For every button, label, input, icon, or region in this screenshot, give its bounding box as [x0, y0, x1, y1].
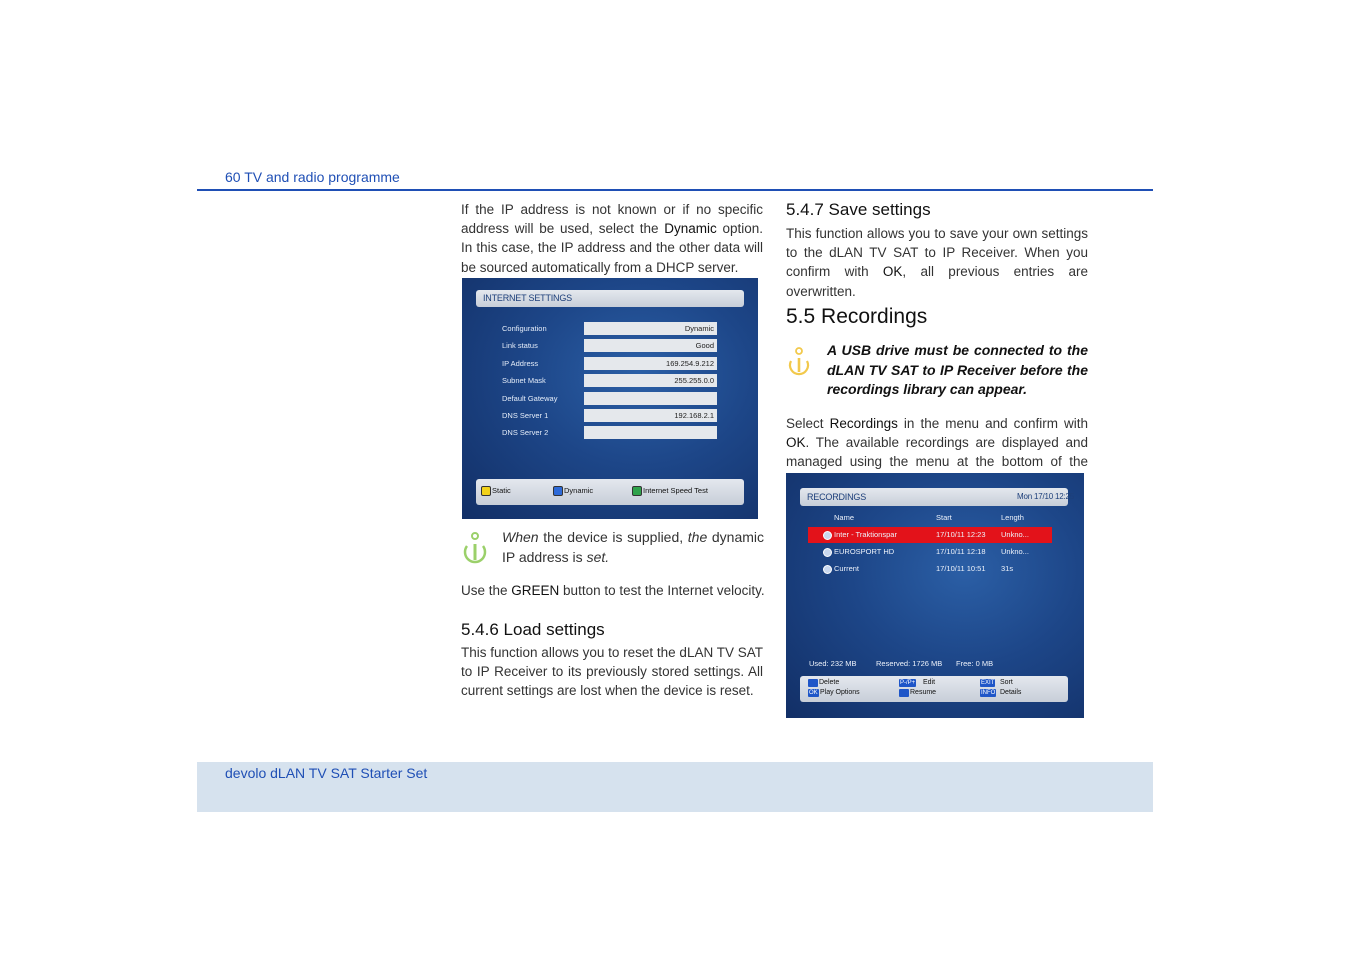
setting-label: Default Gateway: [502, 393, 558, 403]
intro-paragraph: If the IP address is not known or if no specific address will be used, select the Dynamic option. In this case, the IP address and the other data will be sourced automatically from a DHCP server.: [461, 202, 763, 275]
setting-value-field: Good: [584, 339, 717, 352]
recording-start: 17/10/11 12:23: [936, 530, 986, 539]
info-note-icon: [461, 530, 489, 570]
rec-title: RECORDINGS: [807, 492, 867, 502]
keyword-dynamic: Dynamic: [664, 221, 717, 237]
remote-key-icon: [808, 679, 818, 687]
recording-icon: [823, 565, 832, 574]
rec-datetime: Mon 17/10 12:25: [1017, 492, 1075, 501]
usb-warning: A USB drive must be connected to the dLAN TV SAT to IP Receiver before the recordings library can appear.: [827, 342, 1088, 397]
setting-label: Subnet Mask: [502, 376, 546, 386]
setting-value-field: 169.254.9.212: [584, 357, 717, 370]
color-button-label: Dynamic: [564, 486, 594, 495]
usage-used: Used: 232 MB: [809, 659, 857, 668]
col-header-name: Name: [834, 513, 855, 522]
remote-key-icon: P-/P+: [900, 680, 916, 686]
save-settings-body: This function allows you to save your own settings to the dLAN TV SAT to IP Receiver. When you confirm with OK, all previous entries are overwritten.: [786, 226, 1088, 299]
recording-start: 17/10/11 12:18: [936, 547, 986, 556]
load-settings-body: This function allows you to reset the dLAN TV SAT to IP Receiver to its previously stored settings. All current settings are lost when the device is reset.: [461, 645, 763, 699]
color-button-label: Internet Speed Test: [643, 486, 708, 495]
setting-label: IP Address: [502, 358, 539, 368]
color-button-icon: [553, 486, 563, 496]
usage-reserved: Reserved: 1726 MB: [876, 659, 943, 668]
setting-value-field: Dynamic: [584, 322, 717, 335]
col-header-start: Start: [936, 513, 952, 522]
supplied-note: When the device is supplied, the dynamic IP address is set.: [502, 529, 765, 565]
remote-key-label: Edit: [923, 679, 936, 686]
setting-value-field: 255.255.0.0: [584, 374, 717, 387]
screen-title: INTERNET SETTINGS: [483, 293, 572, 303]
load-settings-heading: 5.4.6 Load settings: [461, 620, 605, 639]
setting-label: Configuration: [502, 324, 547, 333]
recording-name: Current: [834, 564, 860, 573]
recording-start: 17/10/11 10:51: [936, 564, 986, 573]
setting-label: DNS Server 2: [502, 428, 549, 438]
color-button-icon: [632, 486, 642, 496]
green-button-text: Use the GREEN button to test the Internet velocity.: [461, 583, 765, 598]
select-recordings-text: Select Recordings in the menu and confirm with OK. The available recordings are displayed and managed using the menu at the bottom of the: [786, 416, 1088, 470]
recording-name: EUROSPORT HD: [834, 547, 895, 556]
header-rule: [197, 189, 1153, 191]
recording-length: Unkno...: [1001, 530, 1029, 539]
recording-length: 31s: [1001, 564, 1014, 573]
warning-note-icon: [786, 346, 812, 382]
internet-settings-screenshot: [462, 278, 758, 519]
remote-key-icon: INFO: [981, 690, 996, 696]
remote-key-label: Sort: [1000, 679, 1013, 686]
remote-key-label: Resume: [910, 689, 937, 696]
page-header: 60 TV and radio programme: [225, 169, 400, 185]
remote-key-label: Play Options: [820, 689, 860, 696]
setting-value-field: [584, 426, 717, 439]
recordings-screenshot: [786, 473, 1084, 718]
setting-label: Link status: [502, 341, 538, 351]
remote-key-label: Details: [1000, 689, 1022, 696]
setting-label: DNS Server 1: [502, 411, 549, 420]
usage-free: Free: 0 MB: [956, 659, 994, 668]
save-settings-heading: 5.4.7 Save settings: [786, 200, 931, 219]
remote-key-icon: EXIT: [981, 680, 995, 686]
recording-icon: [823, 548, 832, 557]
color-button-label: Static: [492, 486, 511, 495]
color-button-icon: [481, 486, 491, 496]
recordings-heading: 5.5 Recordings: [786, 305, 928, 328]
footer-title: devolo dLAN TV SAT Starter Set: [225, 765, 428, 781]
recording-name: Inter - Traktionspar: [834, 530, 897, 539]
setting-value-field: [584, 392, 717, 405]
recording-icon: [823, 531, 832, 540]
col-header-length: Length: [1001, 513, 1024, 522]
remote-key-icon: OK: [809, 690, 818, 696]
setting-value-field: 192.168.2.1: [584, 409, 717, 422]
remote-key-label: Delete: [819, 679, 840, 686]
remote-key-icon: [899, 689, 909, 697]
recording-length: Unkno...: [1001, 547, 1029, 556]
